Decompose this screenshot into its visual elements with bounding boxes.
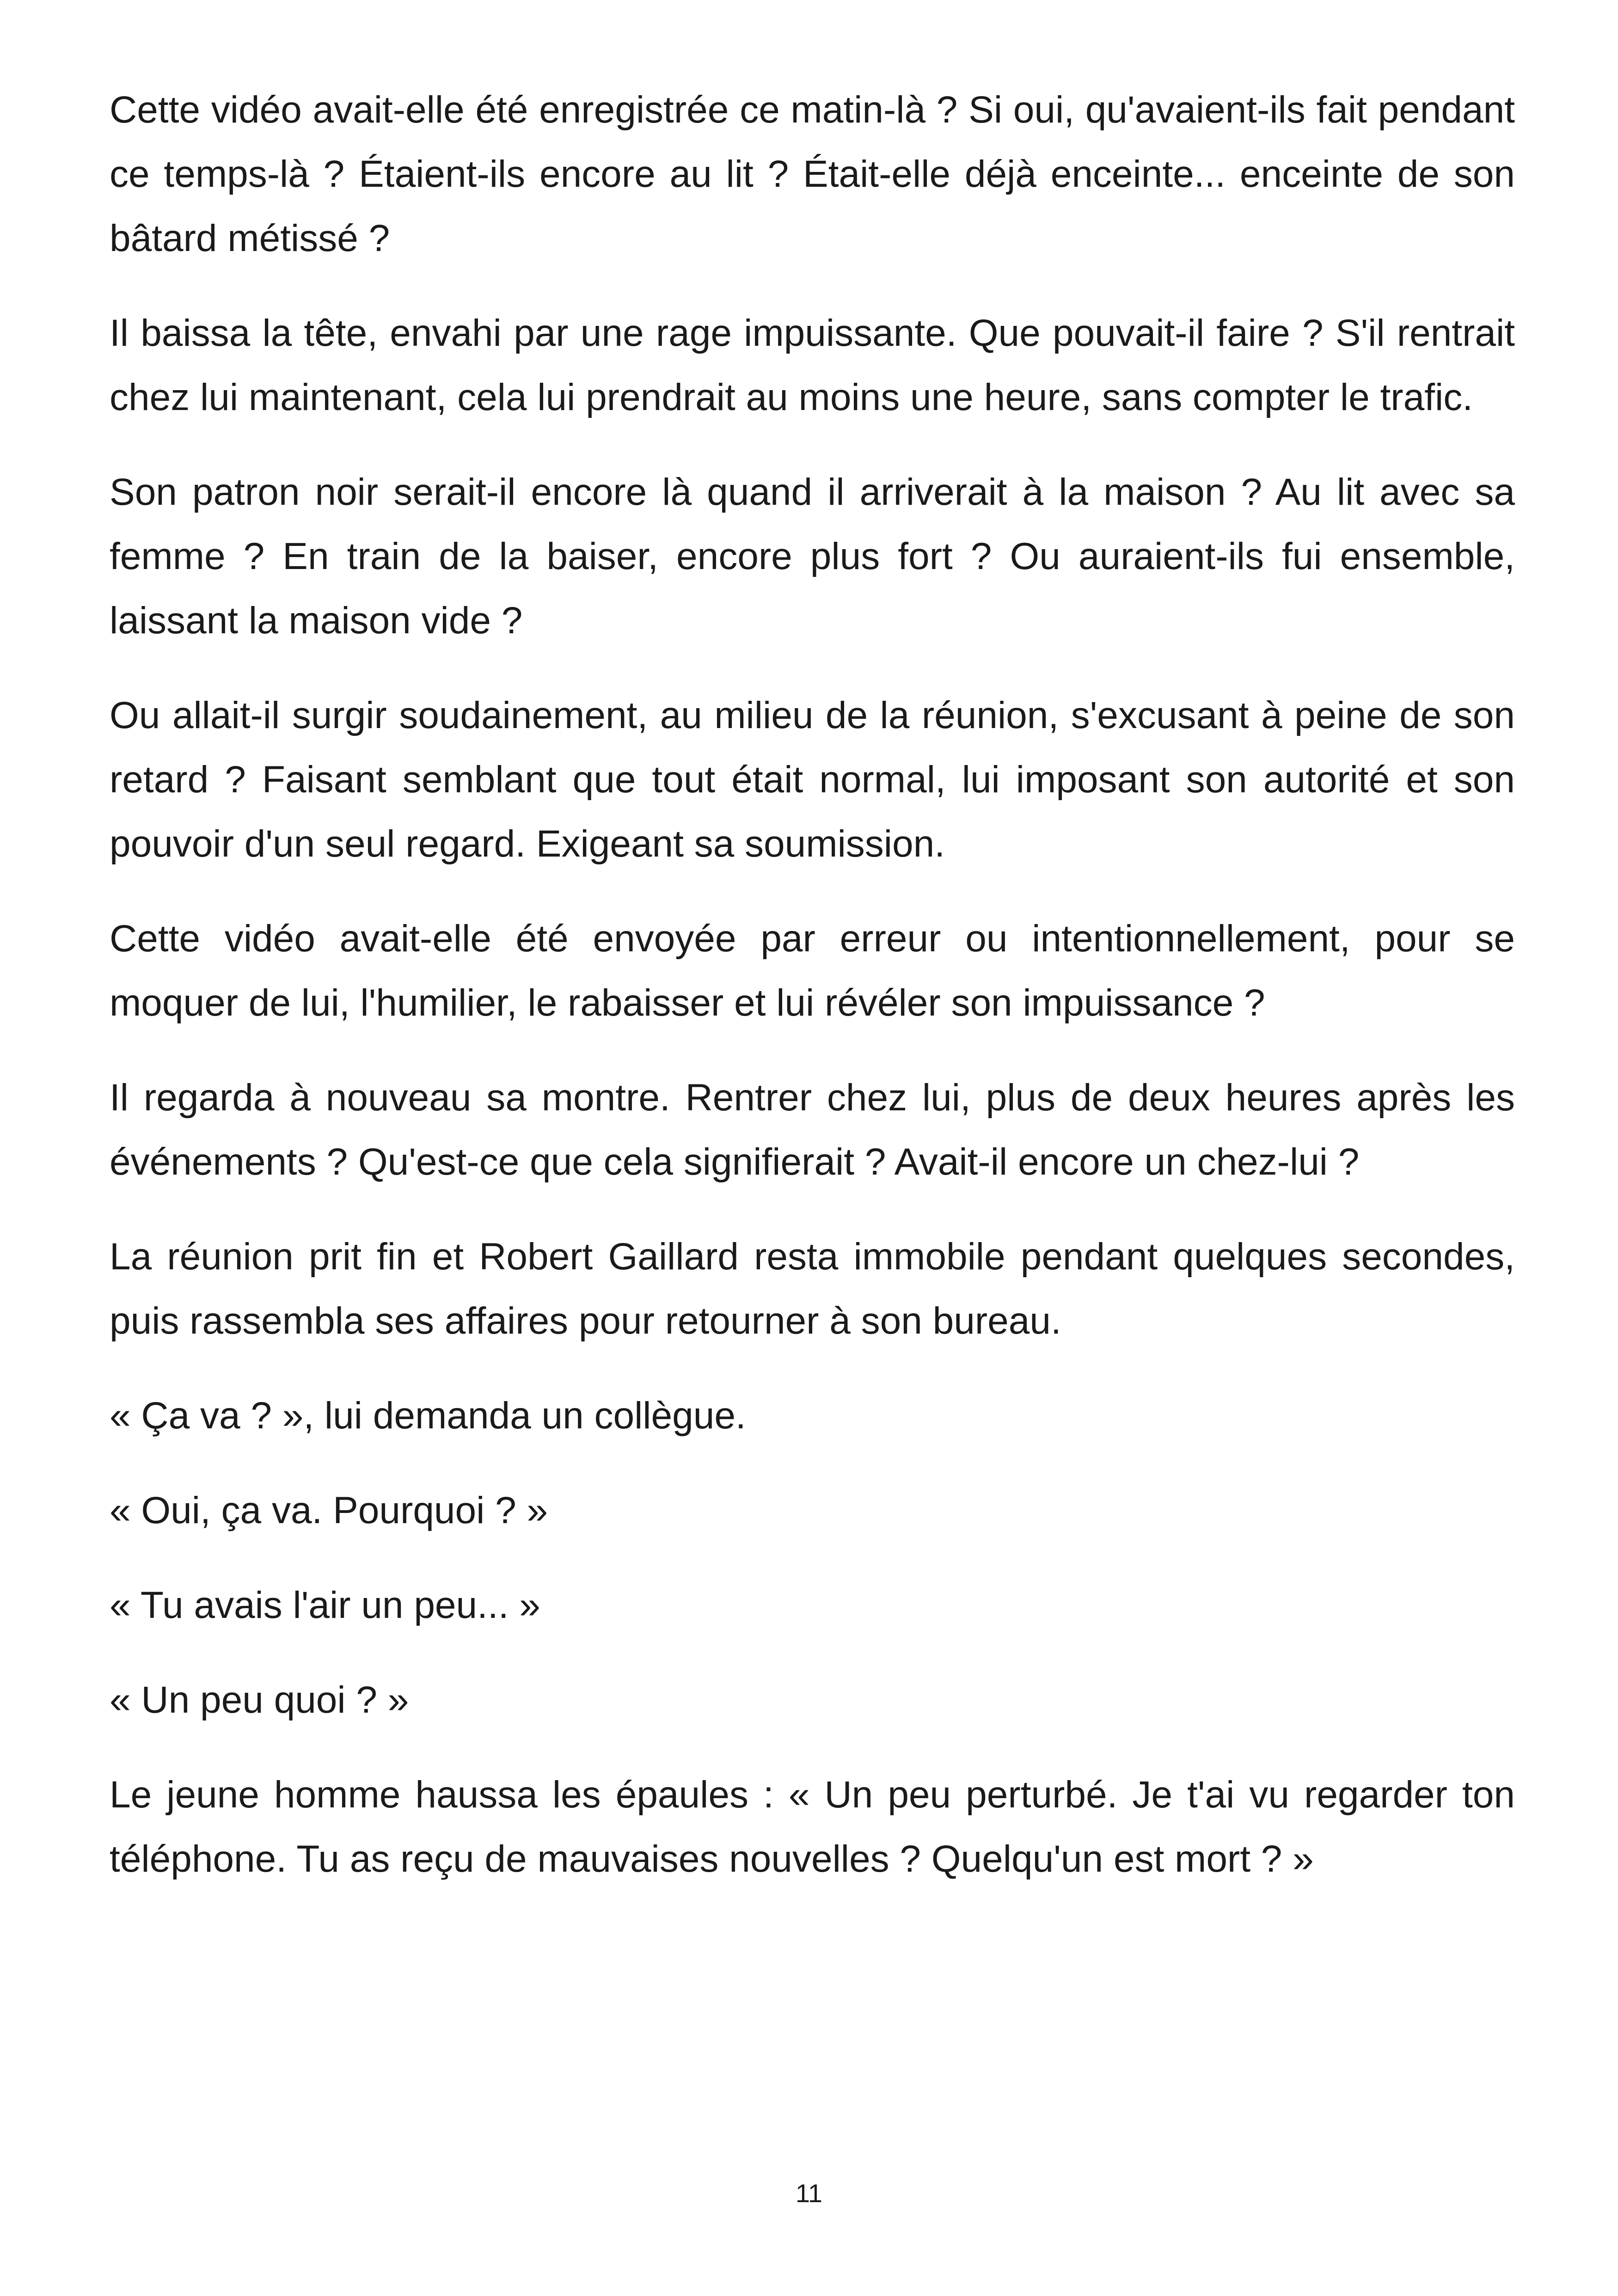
dialogue-line: « Tu avais l'air un peu... » [110,1584,540,1626]
paragraph: Cette vidéo avait-elle été enregistrée ce matin-là ? Si oui, qu'avaient-ils fait pendant ce temps-là ? Étaient-ils encore au lit ? Était-elle déjà enceinte... enceinte de son bâtard métissé ? [110,89,1515,259]
paragraph: Cette vidéo avait-elle été envoyée par erreur ou intentionnellement, pour se moquer de lui, l'humilier, le rabaisser et lui révéler son impuissance ? [110,918,1515,1024]
dialogue-line: « Oui, ça va. Pourquoi ? » [110,1489,548,1531]
paragraph: Il regarda à nouveau sa montre. Rentrer chez lui, plus de deux heures après les événements ? Qu'est-ce que cela signifierait ? Avait-il encore un chez-lui ? [110,1077,1515,1183]
paragraph: Son patron noir serait-il encore là quand il arriverait à la maison ? Au lit avec sa femme ? En train de la baiser, encore plus fort ? Ou auraient-ils fui ensemble, laissant la maison vide ? [110,471,1515,642]
page-number: 11 [795,2179,823,2208]
paragraph: Ou allait-il surgir soudainement, au milieu de la réunion, s'excusant à peine de son retard ? Faisant semblant que tout était normal, lui imposant son autorité et son pouvoir d'un seul regard. Exigeant sa soumission. [110,694,1515,865]
paragraph: La réunion prit fin et Robert Gaillard resta immobile pendant quelques secondes, puis rassembla ses affaires pour retourner à son bureau. [110,1236,1515,1342]
dialogue-line: « Un peu quoi ? » [110,1679,409,1721]
dialogue-line: « Ça va ? », lui demanda un collègue. [110,1395,746,1437]
paragraph: Il baissa la tête, envahi par une rage impuissante. Que pouvait-il faire ? S'il rentrait chez lui maintenant, cela lui prendrait au moins une heure, sans compter le trafic. [110,312,1515,418]
page-body [110,78,1515,1922]
paragraph: Le jeune homme haussa les épaules : « Un peu perturbé. Je t'ai vu regarder ton téléphone. Tu as reçu de mauvaises nouvelles ? Quelqu'un est mort ? » [110,1774,1515,1880]
